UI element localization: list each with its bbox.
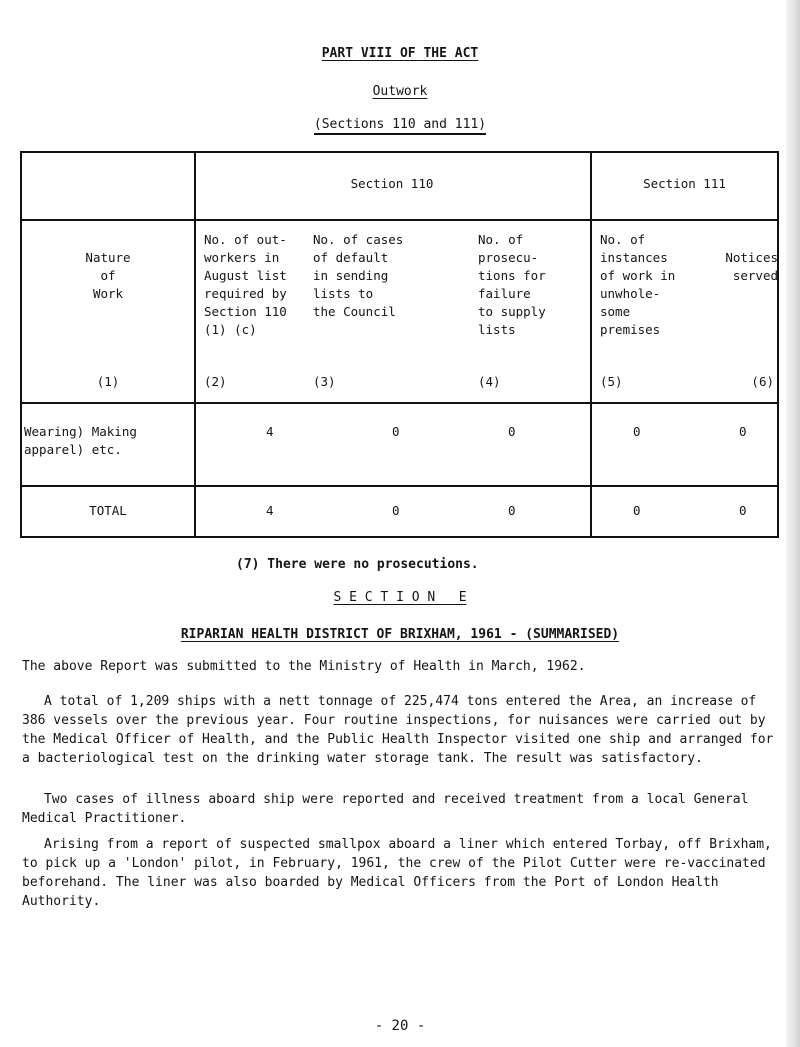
column-number: (2)	[204, 374, 227, 389]
paragraph: The above Report was submitted to the Ministry of Health in March, 1962.	[22, 659, 586, 674]
column-header-instances: No. of instances of work in unwhole- some premises	[600, 232, 676, 337]
column-number: (3)	[313, 374, 336, 389]
table-cell: 0	[508, 503, 516, 518]
table-cell: 0	[633, 503, 641, 518]
subtitle: Outwork	[372, 84, 428, 99]
table-rule	[22, 219, 777, 221]
column-number: (6)	[751, 374, 774, 389]
group-header-section-111: Section 111	[643, 176, 726, 191]
sections-reference: (Sections 110 and 111)	[0, 117, 800, 135]
column-number: (4)	[478, 374, 501, 389]
table-cell: 4	[266, 503, 274, 518]
table-rule	[22, 485, 777, 487]
page-number: - 20 -	[374, 1018, 426, 1034]
column-header-nature: Nature of Work	[85, 250, 131, 301]
section-heading: S E C T I O N E	[333, 590, 467, 605]
column-header-default-cases: No. of cases of default in sending lists to the Council	[313, 232, 404, 319]
row-total-label: TOTAL	[89, 503, 127, 518]
group-header-section-110: Section 110	[350, 176, 434, 191]
paragraph: Arising from a report of suspected smallpox aboard a liner which entered Torbay, off Brixham, to pick up a 'London' pilot, in February, 1961, the crew of the Pilot Cutter were re-vaccinated beforehand. The liner was also boarded by Medical Officers from the Port of London Health Authority.	[22, 837, 772, 909]
column-number: (1)	[96, 374, 120, 389]
table-cell: 0	[739, 424, 747, 439]
page-edge-shadow	[786, 0, 800, 1047]
table-cell: 0	[508, 424, 516, 439]
table-cell: 0	[392, 424, 400, 439]
section-title: RIPARIAN HEALTH DISTRICT OF BRIXHAM, 1961 - (SUMMARISED)	[180, 627, 620, 642]
column-header-notices: Notices served	[725, 250, 778, 283]
prosecutions-note: (7) There were no prosecutions.	[236, 557, 479, 572]
outwork-table	[20, 151, 779, 538]
table-cell: 4	[266, 424, 274, 439]
paragraph: A total of 1,209 ships with a nett tonnage of 225,474 tons entered the Area, an increase of 386 vessels over the previous year. Four routine inspections, for nuisances were carried out by the Medical Officer of Health, and the Public Health Inspector visited one ship and arranged for a bacteriological test on the drinking water storage tank. The result was satisfactory.	[22, 694, 774, 766]
table-cell: 0	[633, 424, 641, 439]
paragraph: Two cases of illness aboard ship were reported and received treatment from a local General Medical Practitioner.	[22, 792, 749, 826]
table-rule	[22, 402, 777, 404]
row-nature-wearing: Wearing) Making apparel) etc.	[24, 424, 137, 457]
table-rule	[590, 153, 592, 536]
table-cell: 0	[739, 503, 747, 518]
table-rule	[194, 153, 196, 536]
column-header-outworkers: No. of out- workers in August list required by Section 110 (1) (c)	[204, 232, 287, 337]
part-title: PART VIII OF THE ACT	[321, 46, 479, 61]
table-cell: 0	[392, 503, 400, 518]
column-number: (5)	[600, 374, 623, 389]
column-header-prosecutions: No. of prosecu- tions for failure to supply lists	[478, 232, 546, 337]
